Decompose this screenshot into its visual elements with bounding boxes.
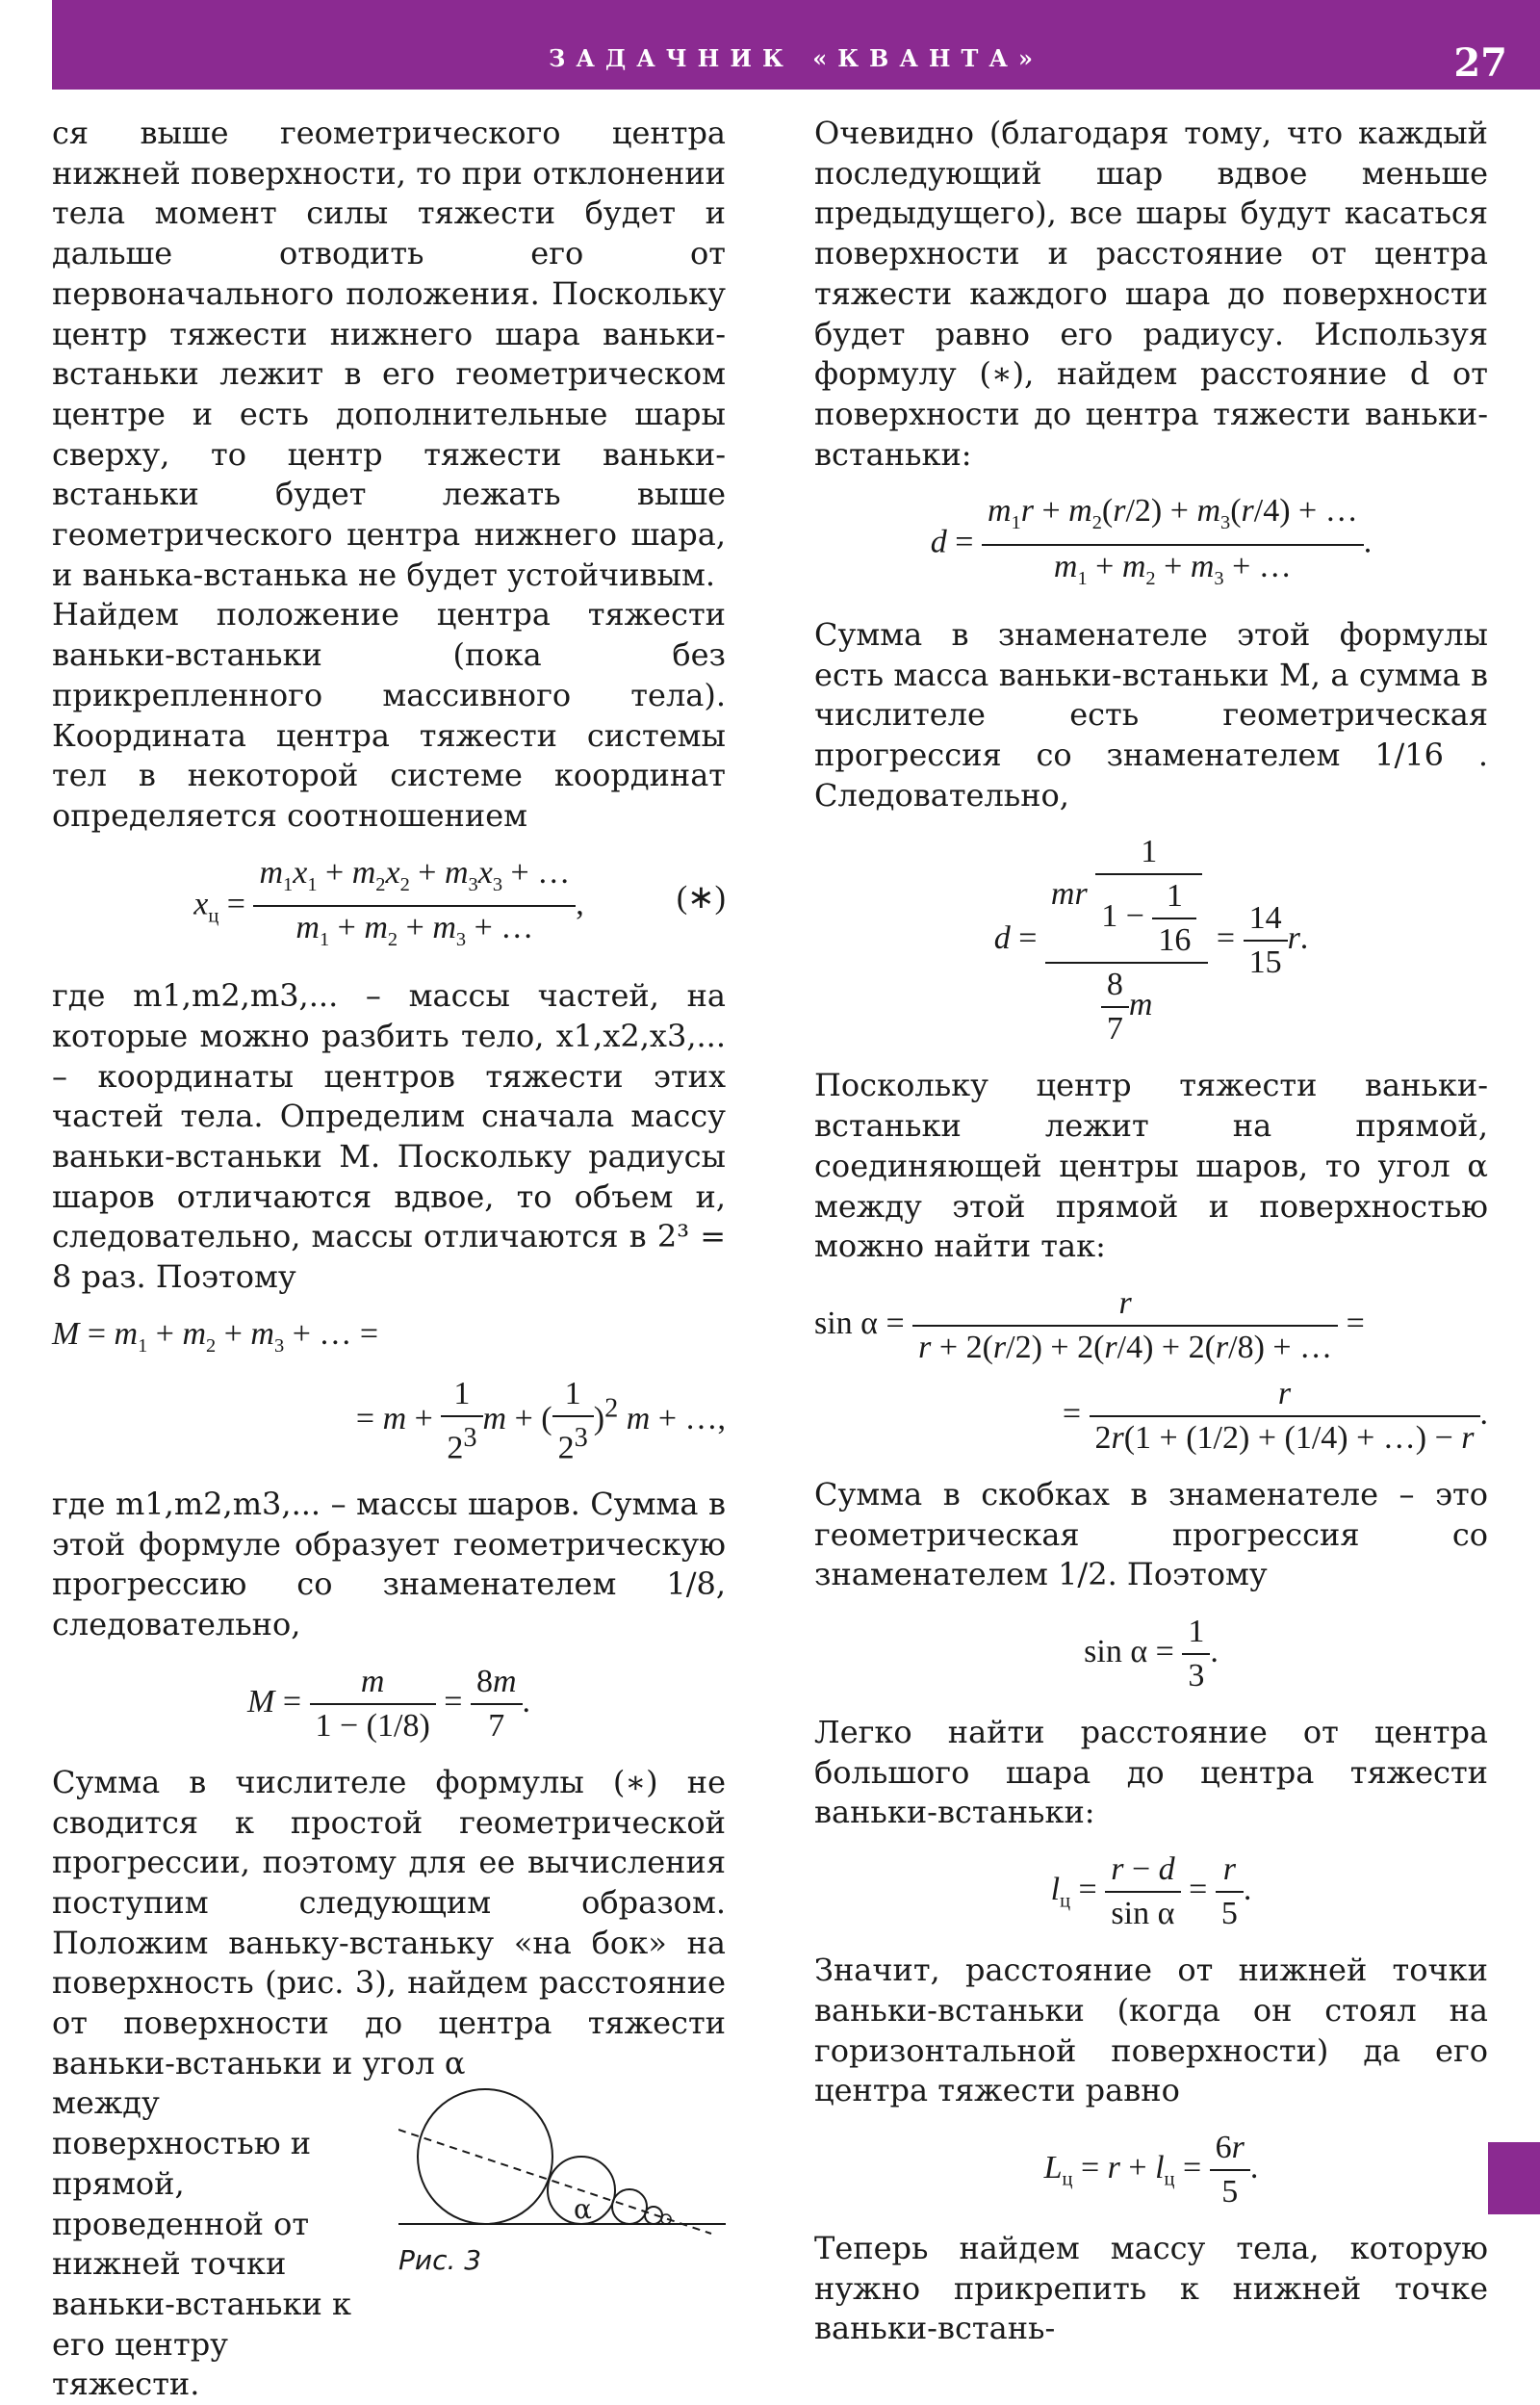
tiny-ball bbox=[645, 2207, 662, 2224]
formula-d-series: d = $\frac{m_1r + m_2(r/2) + m_3(r/4) + \dots}{m_1 + m_2 + m_3 + \dots}$ . bbox=[814, 490, 1488, 600]
corner-tab bbox=[1488, 2142, 1540, 2214]
formula-d-result: d = mr 1 1 − $\frac{1}{16}$ $\frac{8}{7}$ m = $\frac{14}{15}$ r. bbox=[814, 831, 1488, 1050]
formula-sin-alpha-result: sin α = $\frac{1}{3}$ . bbox=[814, 1611, 1488, 1697]
formula-sin-alpha: sin α = $\frac{r}{r + 2(r/2) + 2(r/4) + 2(r/8) + \dots}$ = = $\frac{r}{2r(1 + (1/2) + (1/4) + \dots) - r}$ . bbox=[814, 1282, 1488, 1460]
left-paragraph-4: где m1,m2,m3,... – массы шаров. Сумма в этой формуле образует геометрическую прогрессию со знаменателем 1/8, следовательно, bbox=[52, 1486, 726, 1643]
right-paragraph-1: Очевидно (благодаря тому, что каждый последующий шар вдвое меньше предыдущего), все шары будут касаться поверхности и расстояние от центра тяжести каждого шара до поверхности будет равно его радиусу. Используя формулу (∗), найдем расстояние d от поверхности до центра тяжести ваньки-встаньки: bbox=[814, 115, 1488, 473]
equation-number: (∗) bbox=[676, 879, 726, 916]
formula-l-center: $l_ц$ = $\frac{r - d}{\text{sin α}}$ = $\frac{r}{5}$ . bbox=[814, 1849, 1488, 1935]
right-paragraph-6: Значит, расстояние от нижней точки ваньки-встаньки (когда он стоял на горизонтальной поверхности) да его центра тяжести равно bbox=[814, 1952, 1488, 2109]
left-paragraph-2: Найдем положение центра тяжести ваньки-встаньки (пока без прикрепленного массивного тела). Координата центра тяжести системы тел в некоторой системе координат определяется соотношением bbox=[52, 596, 726, 834]
left-paragraph-1: ся выше геометрического центра нижней поверхности, то при отклонении тела момент силы тяжести будет и дальше отводить его от первоначального положения. Поскольку центр тяжести нижнего шара ваньки-встаньки лежит в его геометрическом центре и есть дополнительные шары сверху, то центр тяжести ваньки-встаньки будет лежать выше геометрического центра нижнего шара, и ванька-встанька не будет устойчивым. bbox=[52, 115, 726, 593]
right-paragraph-5: Легко найти расстояние от центра большого шара до центра тяжести ваньки-встаньки: bbox=[814, 1714, 1488, 1831]
journal-section-title: ЗАДАЧНИК «КВАНТА» bbox=[549, 44, 1043, 72]
left-paragraph-5: Сумма в числителе формулы (∗) не сводится к простой геометрической прогрессии, поэтому для ее вычисления поступим следующим образом. Положим ваньку-встаньку «на бок» на поверхность (рис. 3), найдем расстояние от поверхности до центра тяжести ваньки-встаньки и угол α bbox=[52, 1763, 726, 2082]
figure-3 bbox=[398, 2072, 726, 2284]
figure-block bbox=[52, 2083, 726, 2403]
center-line bbox=[398, 2130, 711, 2234]
right-paragraph-2: Сумма в знаменателе этой формулы есть масса ваньки-встаньки M, а сумма в числителе есть геометрическая прогрессия со знаменателем 1/16 . Следовательно, bbox=[814, 615, 1488, 814]
formula-L-center: $L_ц = r + l_ц$ = $\frac{6r}{5}$ . bbox=[814, 2127, 1488, 2213]
angle-label: α bbox=[574, 2193, 592, 2226]
large-ball bbox=[418, 2089, 552, 2224]
left-column bbox=[52, 114, 726, 2403]
page-header bbox=[52, 0, 1540, 90]
right-paragraph-4: Сумма в скобках в знаменателе – это геометрическая прогрессия со знаменателем 1/2. Поэтому bbox=[814, 1475, 1488, 1593]
page-number: 27 bbox=[1453, 40, 1507, 86]
formula-center-of-mass: $x_ц$ = $\frac{m_1x_1 + m_2x_2 + m_3x_3 + \dots}{m_1 + m_2 + m_3 + \dots}$ , (∗) bbox=[52, 852, 726, 962]
right-paragraph-7: Теперь найдем массу тела, которую нужно прикрепить к нижней точке ваньки-встань- bbox=[814, 2229, 1488, 2347]
left-paragraph-6: между поверхностью и прямой, проведенной от нижней точки ваньки-встаньки к его центру тяжести. bbox=[52, 2084, 351, 2403]
left-paragraph-3: где m1,m2,m3,... – массы частей, на которые можно разбить тело, x1,x2,x3,... – координаты центров тяжести этих частей тела. Определим сначала массу ваньки-встаньки M. Поскольку радиусы шаров отличаются вдвое, то объем и, следовательно, массы отличаются в 2³ = 8 раз. Поэтому bbox=[52, 977, 726, 1296]
formula-total-mass: $M = m_1 + m_2 + m_3$ + … = = m + $\frac{1}{2^3}$ m + ( $\frac{1}{2^3}$ )$^2$ m + …, bbox=[52, 1315, 726, 1465]
right-column bbox=[814, 114, 1488, 2349]
right-paragraph-3: Поскольку центр тяжести ваньки-встаньки лежит на прямой, соединяющей центры шаров, то угол α между этой прямой и поверхностью можно найти так: bbox=[814, 1067, 1488, 1265]
figure-caption: Рис. 3 bbox=[398, 2244, 482, 2277]
formula-mass-result: M = $\frac{m}{1 - (1/8)}$ = $\frac{8m}{7}$ . bbox=[52, 1661, 726, 1747]
